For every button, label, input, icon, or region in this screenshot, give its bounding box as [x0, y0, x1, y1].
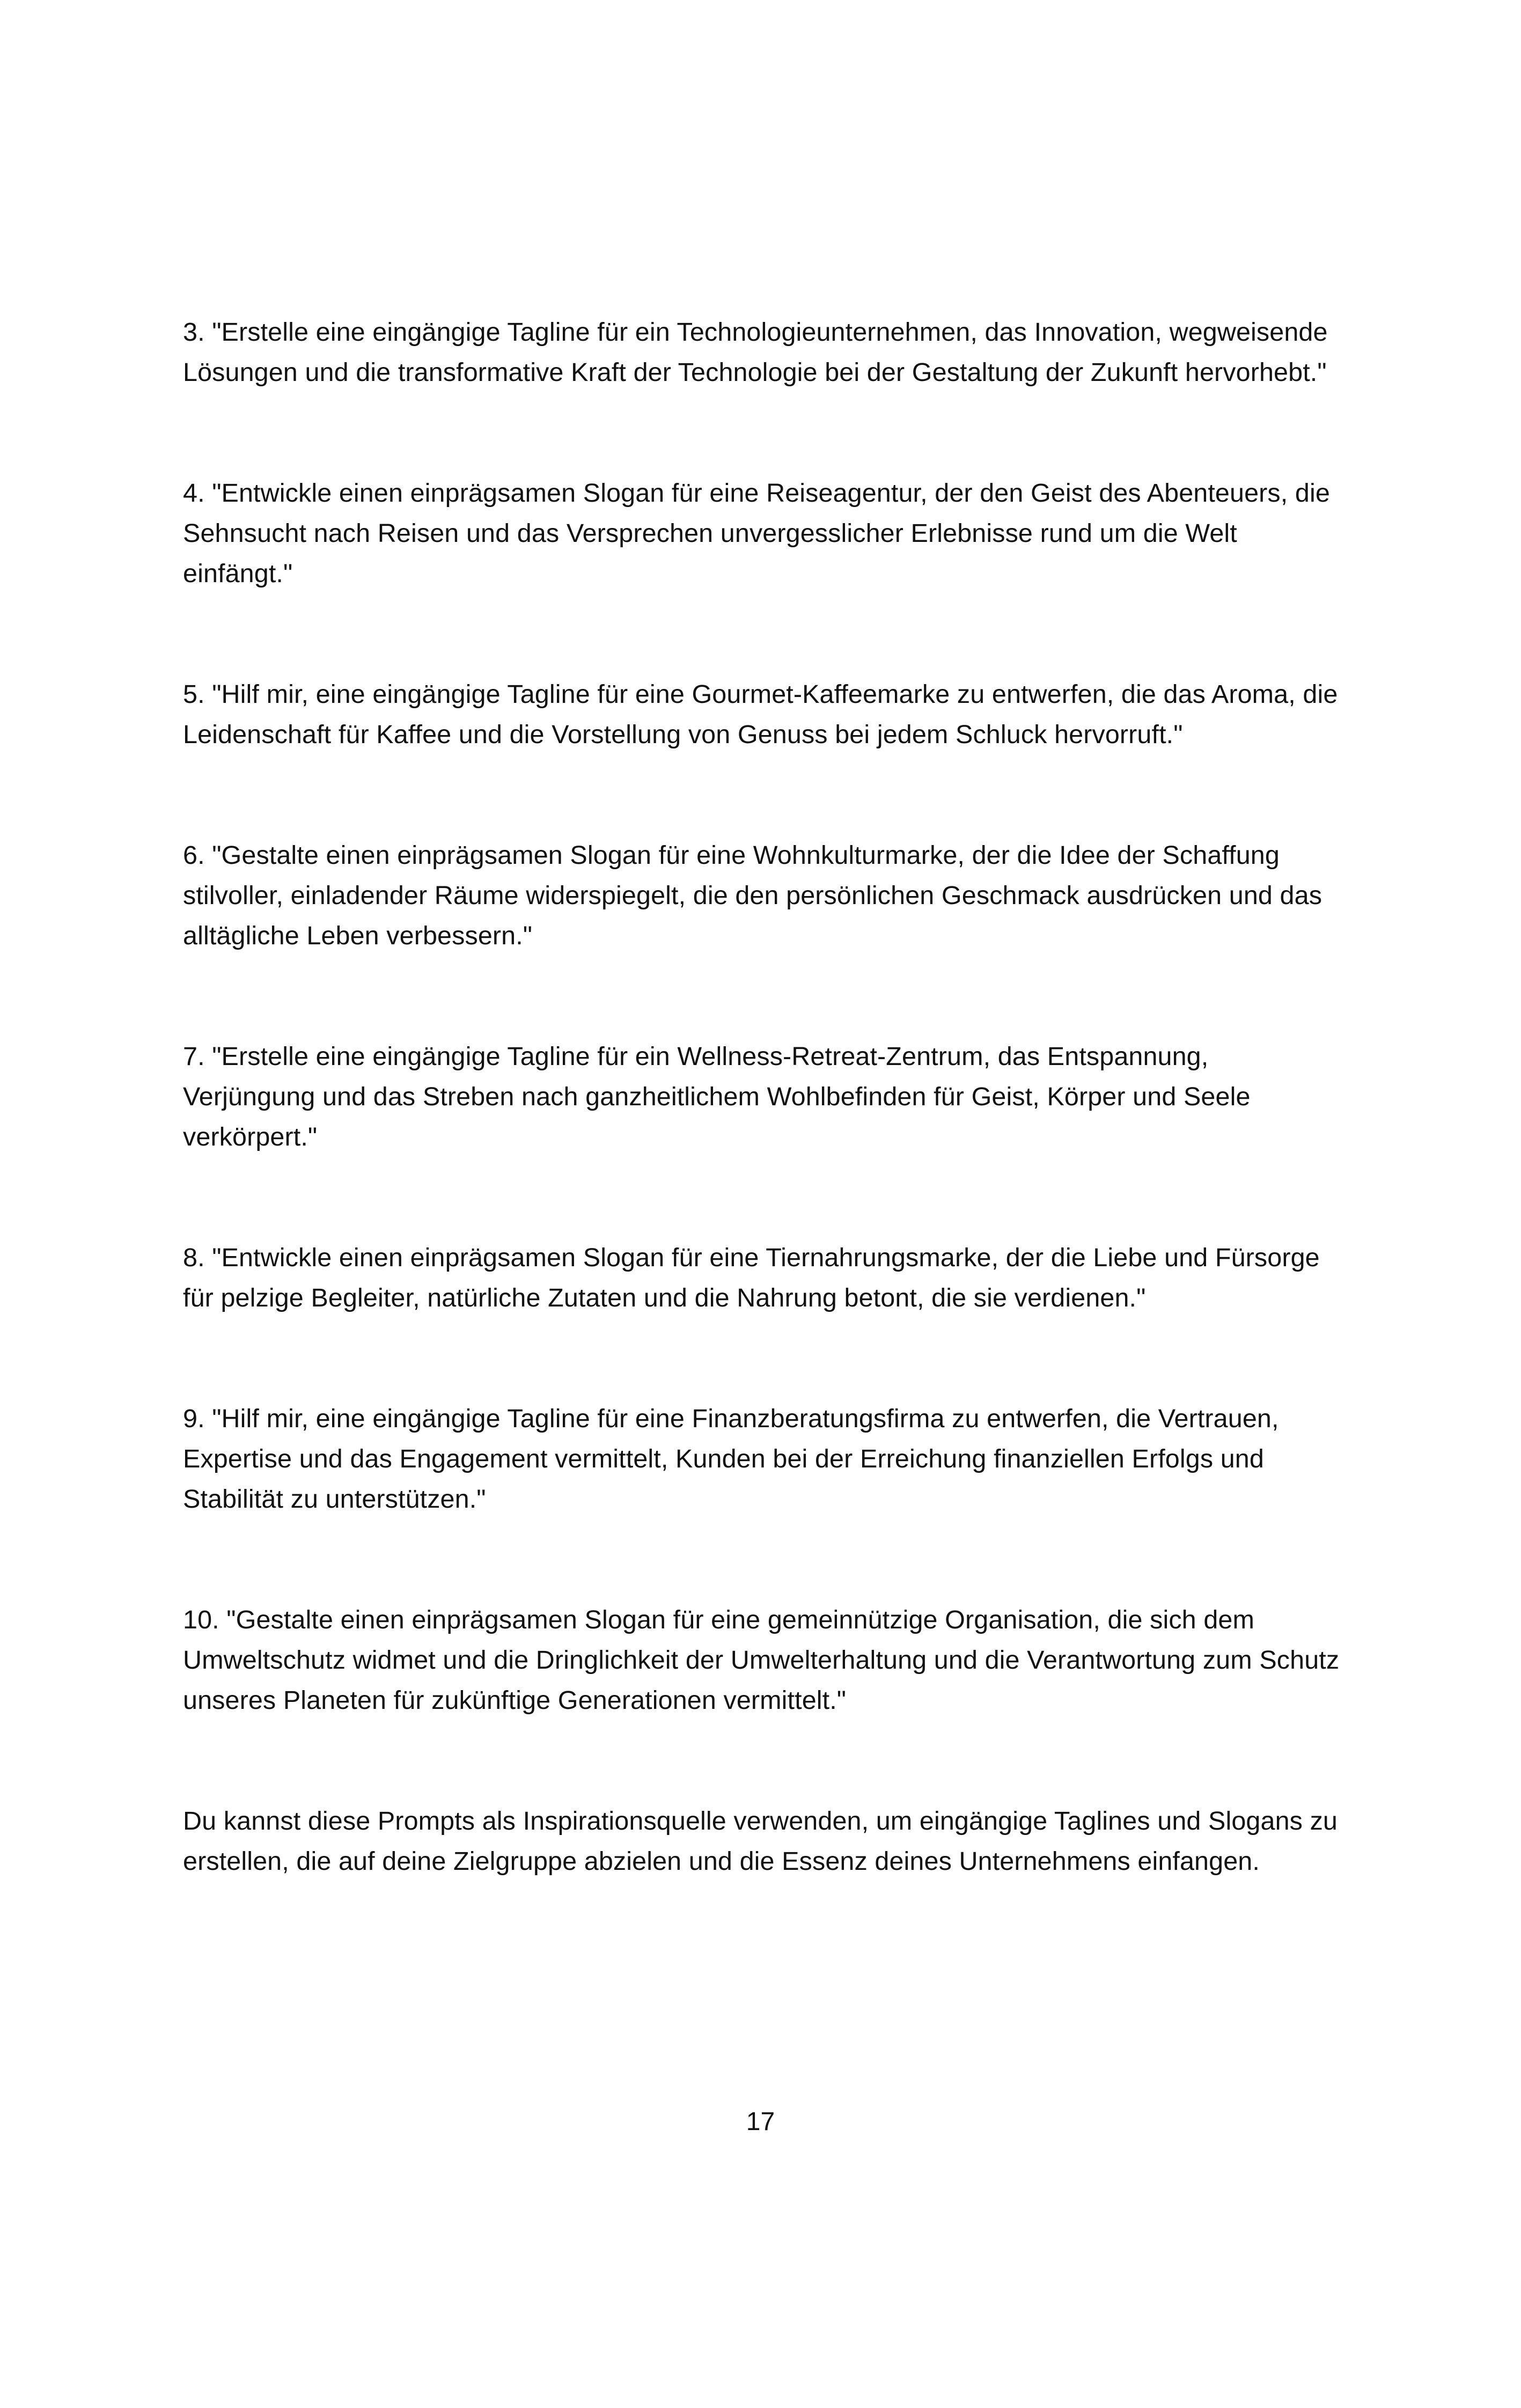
- prompt-item-4: 4. "Entwickle einen einprägsamen Slogan für eine Reiseagentur, der den Geist des Abenteuers, die Sehnsucht nach Reisen und das Versprechen unvergesslicher Erlebnisse rund um die Welt einfängt.": [183, 479, 1330, 588]
- page-content: [183, 312, 1347, 1882]
- prompt-item-3: 3. "Erstelle eine eingängige Tagline für ein Technologieunternehmen, das Innovation, wegweisende Lösungen und die transformative Kraft der Technologie bei der Gestaltung der Zukunft hervorhebt.": [183, 318, 1328, 387]
- closing-paragraph: Du kannst diese Prompts als Inspirationsquelle verwenden, um eingängige Taglines und Slogans zu erstellen, die auf deine Zielgruppe abzielen und die Essenz deines Unternehmens einfangen.: [183, 1807, 1338, 1876]
- prompt-item-5: 5. "Hilf mir, eine eingängige Tagline für eine Gourmet-Kaffeemarke zu entwerfen, die das Aroma, die Leidenschaft für Kaffee und die Vorstellung von Genuss bei jedem Schluck hervorruft.": [183, 680, 1338, 749]
- page-number: 17: [746, 2108, 775, 2136]
- prompt-item-7: 7. "Erstelle eine eingängige Tagline für ein Wellness-Retreat-Zentrum, das Entspannung, Verjüngung und das Streben nach ganzheitlichem Wohlbefinden für Geist, Körper und Seele verkörpert.": [183, 1042, 1251, 1151]
- prompt-item-9: 9. "Hilf mir, eine eingängige Tagline für eine Finanzberatungsfirma zu entwerfen, die Vertrauen, Expertise und das Engagement vermittelt, Kunden bei der Erreichung finanziellen Erfolgs und Stabilität zu unterstützen.": [183, 1404, 1279, 1514]
- prompt-item-8: 8. "Entwickle einen einprägsamen Slogan für eine Tiernahrungsmarke, der die Liebe und Fürsorge für pelzige Begleiter, natürliche Zutaten und die Nahrung betont, die sie verdienen.": [183, 1243, 1320, 1312]
- prompt-item-10: 10. "Gestalte einen einprägsamen Slogan für eine gemeinnützige Organisation, die sich dem Umweltschutz widmet und die Dringlichkeit der Umwelterhaltung und die Verantwortung zum Schutz unseres Planeten für zukünftige Generationen vermittelt.": [183, 1605, 1340, 1715]
- prompt-item-6: 6. "Gestalte einen einprägsamen Slogan für eine Wohnkulturmarke, der die Idee der Schaffung stilvoller, einladender Räume widerspiegelt, die den persönlichen Geschmack ausdrücken und das alltägliche Leben verbessern.": [183, 841, 1322, 950]
